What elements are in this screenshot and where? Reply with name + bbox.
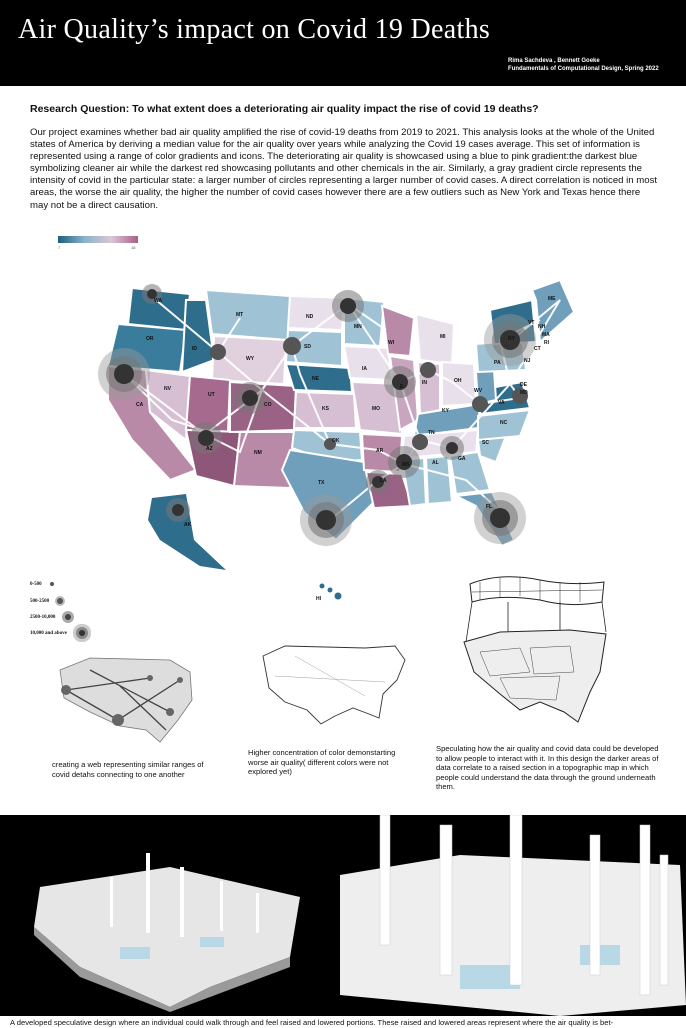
outline-sketch-image <box>255 636 415 736</box>
region-al <box>426 456 452 504</box>
final-caption: A developed speculative design where an individual could walk through and feel raised and lowered portions. These raised and lowered areas represent where the air quality is bet- <box>10 1018 614 1027</box>
label-hi: HI <box>316 596 321 602</box>
gradient-high-label: 18 <box>131 245 136 250</box>
label-nm: NM <box>254 450 262 456</box>
label-ar: AR <box>376 448 384 454</box>
legend-item-1: 0-500 <box>30 582 54 587</box>
label-la: LA <box>380 478 387 484</box>
topographic-sketch-image <box>460 572 610 737</box>
circle-il <box>384 366 416 398</box>
label-mi: MI <box>440 334 446 340</box>
label-mn: MN <box>354 324 362 330</box>
label-md: MD <box>520 390 528 396</box>
region-hi <box>320 584 342 600</box>
3d-render-closeup <box>340 815 686 1016</box>
circle-ca <box>98 348 150 400</box>
label-nj: NJ <box>524 358 531 364</box>
circle-tx <box>300 494 352 546</box>
circle-small-4 <box>420 362 436 378</box>
label-wa: WA <box>154 298 163 304</box>
legend-item-4: 10,000 and above <box>30 630 85 636</box>
label-tx: TX <box>318 480 325 486</box>
label-ny: NY <box>508 336 515 342</box>
gradient-low-label: 7 <box>58 245 61 250</box>
label-ma: MA <box>542 332 550 338</box>
caption-color-sketch: Higher concentration of color demonstarting worse air quality( different colors were not explored yet) <box>248 748 396 777</box>
label-oh: OH <box>454 378 462 384</box>
circle-ak <box>166 498 190 522</box>
label-sc: SC <box>482 440 489 446</box>
region-ia <box>344 346 392 380</box>
circle-fl <box>474 492 526 544</box>
label-nc: NC <box>500 420 508 426</box>
region-oh <box>442 362 476 406</box>
region-ne <box>286 364 352 392</box>
legend-circle-2 <box>57 598 63 604</box>
label-ky: KY <box>442 408 449 414</box>
label-nh: NH <box>538 324 546 330</box>
legend-circle-1 <box>50 582 54 586</box>
label-or: OR <box>146 336 154 342</box>
label-al: AL <box>432 460 439 466</box>
label-co: CO <box>264 402 272 408</box>
circle-mn <box>332 290 364 322</box>
covid-circle-legend <box>30 580 140 650</box>
3d-render-overview <box>20 837 320 1012</box>
label-tn: TN <box>428 430 435 436</box>
label-fl: FL <box>486 504 493 510</box>
region-wi <box>382 306 414 356</box>
label-ks: KS <box>322 406 329 412</box>
label-ok: OK <box>332 438 340 444</box>
label-mo: MO <box>372 406 381 412</box>
circle-co <box>234 382 266 414</box>
label-ut: UT <box>208 392 215 398</box>
description-paragraph: Our project examines whether bad air quality amplified the rise of covid-19 deaths from 2019 to 2021. This analysis looks at the whole of the United states of America by deriving a median value for the air quality over years while analyzing the Covid 19 cases average. This set of information is represented using a range of color gradients and icons. The deteriorating air quality is showcased using a blue to pink gradient:the darkest blue symbolizing cleaner air while the darkest red showcasing pollutants and other chemicals in the air. Similarly, a gray gradient circle represents the intensity of covid in the particular state: a larger number of circles representing a larger number of covid cases. A direct correlation is noticed in most areas, the worse the air quality, the higher the number of covid cases however there are a few outliers such as New York and Texas hence there may not be a direct causation. <box>30 127 658 211</box>
label-il: IL <box>400 384 405 390</box>
circle-small-3 <box>412 434 428 450</box>
label-ms: MS <box>402 462 410 468</box>
legend-circle-3 <box>65 614 71 620</box>
page-title: Air Quality’s impact on Covid 19 Deaths <box>18 14 491 45</box>
label-de: DE <box>520 382 527 388</box>
circle-small-2 <box>210 344 226 360</box>
label-pa: PA <box>494 360 501 366</box>
label-ga: GA <box>458 456 466 462</box>
label-in: IN <box>422 380 427 386</box>
label-vt: VT <box>528 320 535 326</box>
label-wi: WI <box>388 340 395 346</box>
web-sketch-image <box>50 650 200 745</box>
region-mi <box>416 314 454 364</box>
label-sd: SD <box>304 344 311 350</box>
legend-circle-4 <box>79 630 85 636</box>
speculative-3d-renders <box>0 815 686 1016</box>
legend-item-2: 500-2500 <box>30 598 63 604</box>
label-nv: NV <box>164 386 171 392</box>
label-wy: WY <box>246 356 255 362</box>
circle-small-5 <box>472 396 488 412</box>
caption-web-sketch: creating a web representing similar ranges of covid detahs connecting to one another <box>52 760 204 779</box>
label-ia: IA <box>362 366 367 372</box>
label-va: VA <box>498 400 505 406</box>
label-ri: RI <box>544 340 549 346</box>
label-az: AZ <box>206 446 213 452</box>
circle-small-1 <box>283 337 301 355</box>
label-mt: MT <box>236 312 244 318</box>
course-text: Fundamentals of Computational Design, Spring 2022 <box>508 66 659 72</box>
label-wv: WV <box>474 388 483 394</box>
research-question: Research Question: To what extent does a deteriorating air quality impact the rise of covid 19 deaths? <box>30 103 539 115</box>
label-nd: ND <box>306 314 314 320</box>
label-ca: CA <box>136 402 144 408</box>
caption-topographic-sketch: Speculating how the air quality and covid data could be developed to allow people to interact with it. In this design the darker areas of data correlate to a raised section in a topographic map in which people could understand the data through the ground underneath them. <box>436 744 659 792</box>
label-id: ID <box>192 346 197 352</box>
label-ak: AK <box>184 522 192 528</box>
label-me: ME <box>548 296 556 302</box>
authors-text: Rima Sachdeva , Bennett Goeke <box>508 58 600 64</box>
label-ne: NE <box>312 376 319 382</box>
region-mt <box>206 290 290 340</box>
legend-item-3: 2500-10,000 <box>30 614 71 620</box>
label-ct: CT <box>534 346 541 352</box>
